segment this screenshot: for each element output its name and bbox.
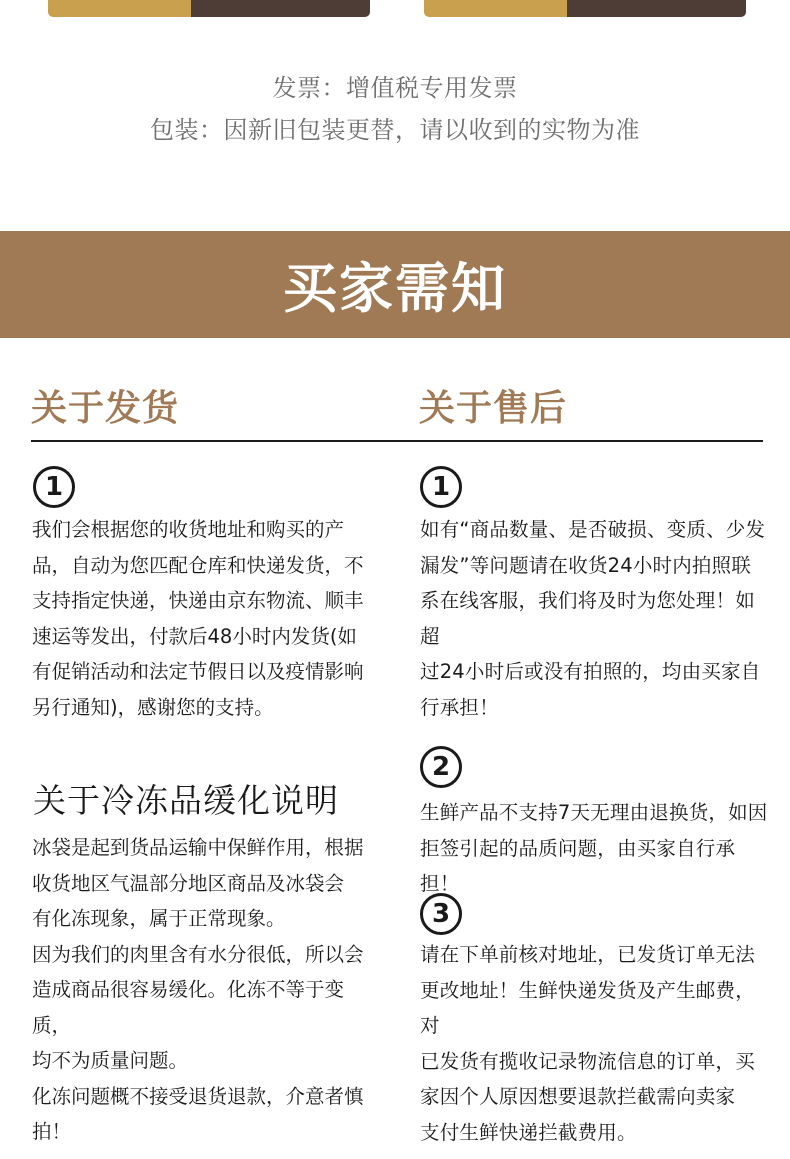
circled-number-2: 2 [420,746,462,788]
shipping-text: 我们会根据您的收货地址和购买的产 品，自动为您匹配仓库和快递发货，不 支持指定快递，快递由京东物流、顺丰 速运等发出，付款后48小时内发货(如 有促销活动和法定节假日以及疫情影响 另行通知)，感谢您的支持。 [32,518,364,719]
frozen-text: 冰袋是起到货品运输中保鲜作用，根据 收货地区气温部分地区商品及冰袋会 有化冻现象，属于正常现象。 因为我们的肉里含有水分很低，所以会 造成商品很容易缓化。化冻不等于变质， 均不为质量问题。 化冻问题概不接受退货退款，介意者慎 拍！ [32,836,364,1143]
packaging-info: 包装：因新旧包装更替，请以收到的实物为准 [150,116,640,144]
circled-number-3: 3 [420,893,462,935]
aftersale-item-1-text: 如有“商品数量、是否破损、变质、少发 漏发”等问题请在收货24小时内拍照联 系在线客服，我们将及时为您处理！如超 过24小时后或没有拍照的，均由买家自 行承担！ [420,518,766,719]
top-button-left[interactable] [48,0,370,17]
top-button-left-dark-segment [191,0,370,17]
banner-title: 买家需知 [283,257,507,320]
aftersale-item-3-text: 请在下单前核对地址，已发货订单无法 更改地址！生鲜快递发货及产生邮费，对 已发货有揽收记录物流信息的订单，买 家因个人原因想要退款拦截需向卖家 支付生鲜快递拦截费用。 [420,943,755,1144]
aftersale-heading: 关于售后 [419,388,568,429]
buyer-notice-banner [0,231,790,338]
circled-number-1: 1 [33,466,75,508]
frozen-heading: 关于冷冻品缓化说明 [33,781,339,820]
heading-divider [31,440,763,442]
aftersale-item-2-text: 生鲜产品不支持7天无理由退换货，如因 拒签引起的品质问题，由买家自行承担！ [420,801,768,895]
top-button-right-gold-segment [424,0,567,17]
top-button-right[interactable] [424,0,746,17]
circled-number-1: 1 [420,466,462,508]
top-button-right-dark-segment [567,0,746,17]
shipping-heading: 关于发货 [31,388,180,429]
invoice-info: 发票：增值税专用发票 [272,74,518,102]
top-button-left-gold-segment [48,0,191,17]
